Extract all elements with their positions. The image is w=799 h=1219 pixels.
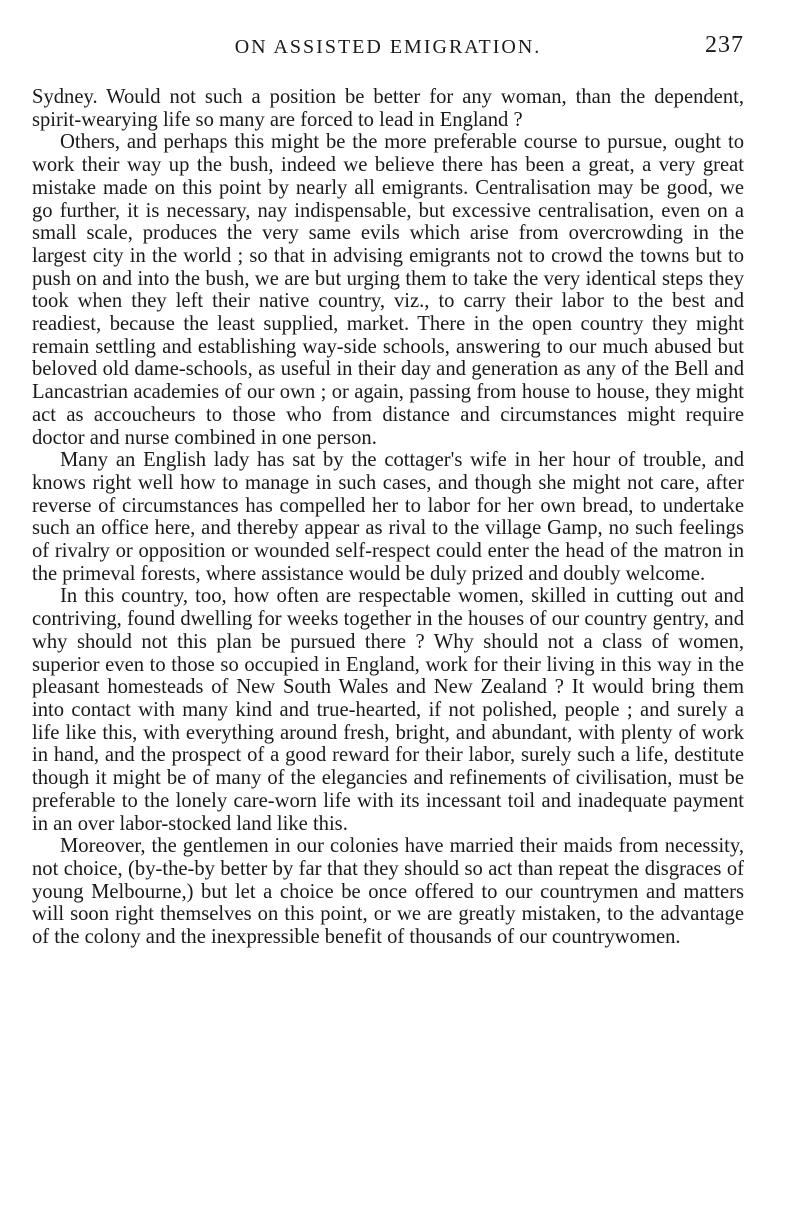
paragraph: Others, and perhaps this might be the more preferable course to pursue, ought to work their way up the bush, indeed we believe there has been a great, a very great mistake made on this point by nearly all emigrants. Centralisation may be good, we go further, it is necessary, nay indispensable, but excessive centralisation, even on a small scale, produces the very same evils which arise from overcrowding in the largest city in the world ; so that in advising emigrants not to crowd the towns but to push on and into the bush, we are but urging them to take the very identical steps they took when they left their native country, viz., to carry their labor to the best and readiest, because the least supplied, market. There in the open country they might remain settling and establishing way-side schools, answering to our much abused but beloved old dame-schools, as useful in their day and generation as any of the Bell and Lancastrian academies of our own ; or again, passing from house to house, they might act as accoucheurs to those who from distance and circumstances might require doctor and nurse combined in one person. bbox=[32, 131, 744, 449]
paragraph: Many an English lady has sat by the cottager's wife in her hour of trouble, and knows right well how to manage in such cases, and though she might not care, after reverse of circumstances has compelled her to labor for her own bread, to undertake such an office here, and thereby appear as rival to the village Gamp, no such feelings of rivalry or opposition or wounded self-respect could enter the head of the matron in the primeval forests, where assistance would be duly prized and doubly welcome. bbox=[32, 449, 744, 585]
book-page bbox=[32, 32, 744, 949]
body-text bbox=[32, 86, 744, 949]
running-title: ON ASSISTED EMIGRATION. bbox=[234, 36, 542, 58]
running-head bbox=[32, 32, 744, 72]
paragraph: Moreover, the gentlemen in our colonies have married their maids from necessity, not choice, (by-the-by better by far that they should so act than repeat the disgraces of young Melbourne,) but let a choice be once offered to our countrymen and matters will soon right themselves on this point, or we are greatly mistaken, to the advantage of the colony and the inexpressible benefit of thousands of our countrywomen. bbox=[32, 835, 744, 949]
paragraph: Sydney. Would not such a position be better for any woman, than the dependent, spirit-wearying life so many are forced to lead in England ? bbox=[32, 86, 744, 131]
paragraph: In this country, too, how often are respectable women, skilled in cutting out and contriving, found dwelling for weeks together in the houses of our country gentry, and why should not this plan be pursued there ? Why should not a class of women, superior even to those so occupied in England, work for their living in this way in the pleasant homesteads of New South Wales and New Zealand ? It would bring them into contact with many kind and true-hearted, if not polished, people ; and surely a life like this, with everything around fresh, bright, and abundant, with plenty of work in hand, and the prospect of a good reward for their labor, surely such a life, destitute though it might be of many of the elegancies and refinements of civilisation, must be preferable to the lonely care-worn life with its incessant toil and inadequate payment in an over labor-stocked land like this. bbox=[32, 585, 744, 835]
page-number: 237 bbox=[705, 32, 744, 58]
